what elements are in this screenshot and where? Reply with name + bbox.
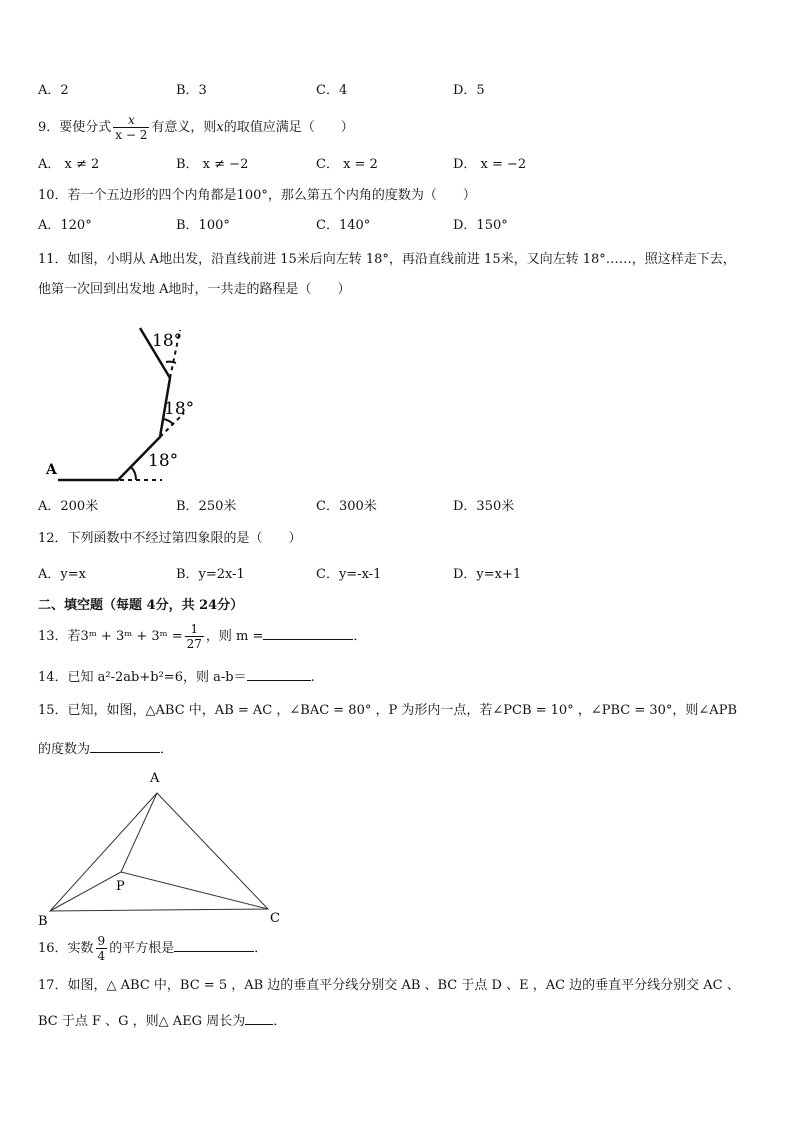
section-2-title: 二、填空题（每题 4分，共 24分） (38, 598, 244, 613)
q15-label-p: P (116, 879, 125, 894)
q10-option-c: C．140° (316, 218, 371, 233)
question-17-line-2 (38, 1010, 286, 1031)
q16-end: ． (254, 941, 268, 956)
q14-end: . (310, 670, 315, 685)
question-16 (38, 932, 267, 966)
q17-end: ． (273, 1014, 287, 1029)
q8-option-d: D．5 (453, 83, 485, 98)
q13-frac-num: 1 (190, 622, 199, 636)
q13-expression: 3ᵐ + 3ᵐ + 3ᵐ = (80, 629, 183, 644)
q12-option-c: C．y=-x-1 (316, 567, 382, 582)
q11-option-d: D．350米 (453, 499, 515, 514)
q12-option-d: D．y=x+1 (453, 567, 522, 582)
q16-prefix: 16．实数 (38, 941, 94, 956)
q8-option-b: B．3 (176, 83, 207, 98)
q13-suffix: ，则 m = (205, 629, 264, 644)
q17-answer-blank[interactable] (245, 1010, 273, 1025)
q16-fraction (96, 934, 108, 963)
q13-end: ． (353, 629, 367, 644)
q11-angle-label-2: 18° (164, 399, 195, 419)
q9-option-b: B． x ≠ −2 (176, 157, 249, 172)
q11-angle-label-1: 18° (148, 451, 179, 471)
q15-end: ． (160, 742, 174, 757)
q9-option-a: A． x ≠ 2 (38, 157, 100, 172)
q11-option-c: C．300米 (316, 499, 377, 514)
q10-option-b: B．100° (176, 218, 230, 233)
q13-frac-den: 27 (186, 637, 202, 651)
q15-label-c: C (270, 911, 280, 926)
q11-option-b: B．250米 (176, 499, 237, 514)
q9-frac-num: x (127, 113, 135, 127)
q11-label-a: A (46, 462, 57, 478)
q9-frac-den: x − 2 (115, 128, 148, 142)
q15-line-2-text: 的度数为 (38, 742, 91, 757)
q9-option-c: C． x = 2 (316, 157, 378, 172)
q9-suffix-1: 有意义，则 (151, 120, 217, 135)
q15-label-a: A (150, 771, 160, 786)
q16-frac-num: 9 (97, 934, 106, 948)
q11-angle-label-3: 18° (152, 331, 183, 351)
q9-var: x (216, 120, 224, 135)
question-11-line-2: 他第一次回到出发地 A地时，一共走的路程是（ ） (38, 282, 351, 297)
q14-text: 14．已知 a²-2ab+b²=6，则 a-b＝ (38, 670, 247, 685)
q9-option-d: D． x = −2 (453, 157, 527, 172)
q16-frac-den: 4 (97, 949, 106, 963)
question-11-line-1: 11．如图，小明从 A地出发，沿直线前进 15米后向左转 18°，再沿直线前进 15米，又向左转 18°……，照这样走下去， (38, 252, 736, 267)
q15-label-b: B (38, 914, 48, 929)
question-10: 10．若一个五边形的四个内角都是100°，那么第五个内角的度数为（ ） (38, 188, 476, 203)
q10-option-d: D．150° (453, 218, 508, 233)
question-17-line-1: 17．如图，△ ABC 中，BC = 5 ，AB 边的垂直平分线分别交 AB 、BC 于点 D 、E ，AC 边的垂直平分线分别交 AC 、 (38, 978, 740, 993)
q8-option-c: C．4 (316, 83, 348, 98)
q17-line-2-text: BC 于点 F 、G ，则△ AEG 周长为 (38, 1014, 246, 1029)
q16-answer-blank[interactable] (174, 937, 254, 952)
q8-option-a: A．2 (38, 83, 69, 98)
question-12: 12．下列函数中不经过第四象限的是（ ） (38, 531, 302, 546)
q12-option-a: A．y=x (38, 567, 86, 582)
q11-option-a: A．200米 (38, 499, 99, 514)
q16-suffix: 的平方根是 (109, 941, 175, 956)
q12-option-b: B．y=2x-1 (176, 567, 245, 582)
question-15-line-1: 15．已知，如图，△ABC 中，AB = AC ，∠BAC = 80° ，P 为形内一点，若∠PCB = 10° ，∠PBC = 30°，则∠APB (38, 703, 737, 718)
q13-prefix: 13．若 (38, 629, 81, 644)
q9-suffix-2: 的取值应满足（ ） (223, 120, 354, 135)
q10-option-a: A．120° (38, 218, 92, 233)
q9-prefix: 9．要使分式 (38, 120, 112, 135)
